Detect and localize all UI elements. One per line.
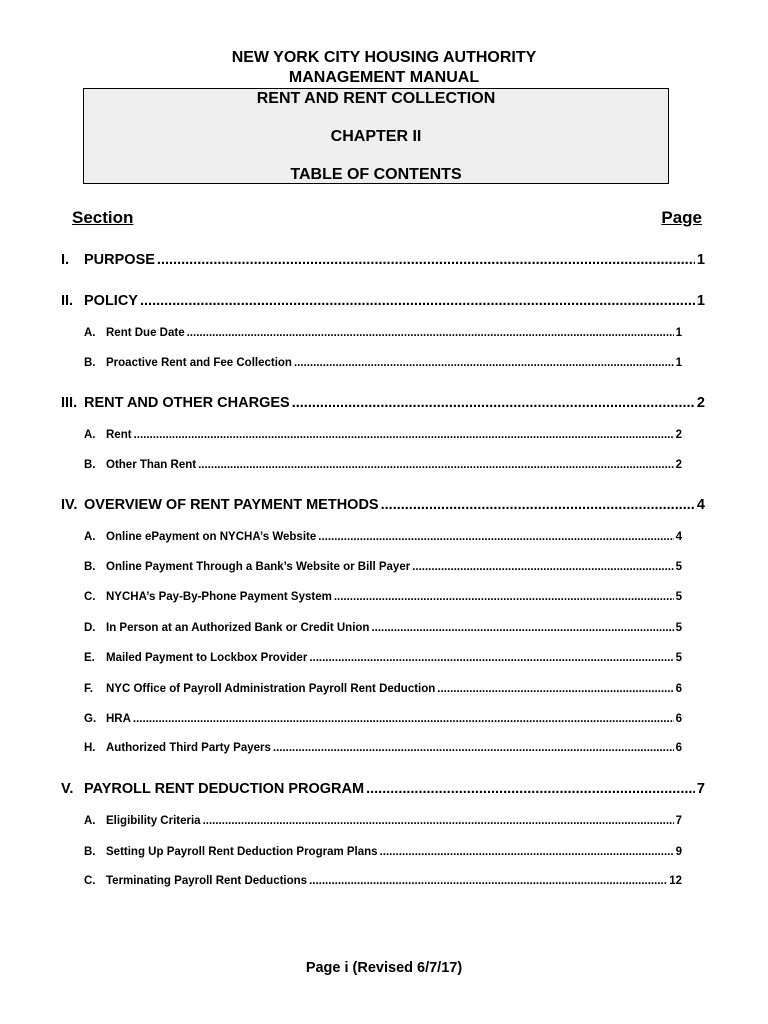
toc-entry-payroll-admin[interactable] <box>84 682 682 696</box>
toc-page: 1 <box>696 293 705 309</box>
toc-entry-rent-due-date[interactable] <box>84 326 682 340</box>
toc-label: PURPOSE <box>84 252 155 268</box>
toc-leader <box>138 292 695 310</box>
toc-page: 5 <box>675 622 682 634</box>
toc-number: C. <box>84 875 96 887</box>
toc-label: NYCHA’s Pay-By-Phone Payment System <box>106 591 332 603</box>
toc-entry-payment-methods[interactable] <box>61 496 705 514</box>
chapter-number: CHAPTER II <box>330 128 422 145</box>
toc-number: F. <box>84 683 93 695</box>
toc-entry-mailed-payment[interactable] <box>84 651 682 665</box>
toc-entry-in-person[interactable] <box>84 621 682 635</box>
toc-label: Proactive Rent and Fee Collection <box>106 357 292 369</box>
toc-label: Online Payment Through a Bank’s Website or Bill Payer <box>106 561 411 573</box>
toc-entry-hra[interactable] <box>84 712 682 726</box>
toc-label: Setting Up Payroll Rent Deduction Program Plans <box>106 846 378 858</box>
toc-entry-bank-website[interactable] <box>84 560 682 574</box>
toc-number: A. <box>84 327 96 339</box>
page-column-header: Page <box>661 208 702 227</box>
toc-page: 1 <box>675 357 682 369</box>
toc-page: 6 <box>675 742 682 754</box>
toc-label: Terminating Payroll Rent Deductions <box>106 875 308 887</box>
toc-page: 5 <box>675 561 682 573</box>
toc-number: A. <box>84 815 96 827</box>
toc-label: Rent <box>106 429 132 441</box>
toc-leader <box>332 590 674 604</box>
toc-label: POLICY <box>84 293 138 309</box>
toc-leader <box>201 814 674 828</box>
manual-title: MANAGEMENT MANUAL <box>288 69 480 86</box>
toc-entry-terminating[interactable] <box>84 874 682 888</box>
toc-page: 2 <box>675 429 682 441</box>
toc-label: Online ePayment on NYCHA’s Website <box>106 531 317 543</box>
toc-entry-rent-other-charges[interactable] <box>61 394 705 412</box>
toc-number: B. <box>84 846 96 858</box>
toc-label: NYC Office of Payroll Administration Payroll Rent Deduction <box>106 683 436 695</box>
toc-page: 1 <box>696 252 705 268</box>
toc-page: 2 <box>696 395 705 411</box>
toc-leader <box>292 356 674 370</box>
toc-page: 7 <box>675 815 682 827</box>
toc-label: Authorized Third Party Payers <box>106 742 271 754</box>
toc-number: C. <box>84 591 96 603</box>
toc-entry-eligibility[interactable] <box>84 814 682 828</box>
toc-page: 9 <box>675 846 682 858</box>
toc-page: 1 <box>675 327 682 339</box>
toc-page: 7 <box>696 781 705 797</box>
toc-entry-payroll-program[interactable] <box>61 780 705 798</box>
toc-leader <box>307 651 673 665</box>
toc-label: OVERVIEW OF RENT PAYMENT METHODS <box>84 497 379 513</box>
toc-leader <box>307 874 667 888</box>
toc-label: Mailed Payment to Lockbox Provider <box>106 652 308 664</box>
toc-page: 2 <box>675 459 682 471</box>
toc-leader <box>364 780 695 798</box>
toc-number: IV. <box>61 497 78 513</box>
toc-number: V. <box>61 781 74 797</box>
toc-number: B. <box>84 357 96 369</box>
toc-entry-pay-by-phone[interactable] <box>84 590 682 604</box>
toc-leader <box>185 326 674 340</box>
toc-page: 4 <box>696 497 705 513</box>
toc-number: D. <box>84 622 96 634</box>
toc-number: A. <box>84 531 96 543</box>
section-column-header: Section <box>72 208 134 227</box>
toc-entry-third-party[interactable] <box>84 741 682 755</box>
toc-entry-policy[interactable] <box>61 292 705 310</box>
toc-number: III. <box>61 395 78 411</box>
toc-entry-rent[interactable] <box>84 428 682 442</box>
toc-leader <box>410 560 673 574</box>
toc-entry-setting-up-plans[interactable] <box>84 845 682 859</box>
toc-page: 4 <box>675 531 682 543</box>
toc-entry-proactive-collection[interactable] <box>84 356 682 370</box>
toc-entry-online-epayment[interactable] <box>84 530 682 544</box>
toc-number: G. <box>84 713 97 725</box>
toc-leader <box>369 621 673 635</box>
toc-page: 12 <box>669 875 682 887</box>
toc-number: B. <box>84 561 96 573</box>
toc-number: E. <box>84 652 95 664</box>
toc-leader <box>131 712 674 726</box>
toc-heading: TABLE OF CONTENTS <box>290 166 462 183</box>
toc-label: HRA <box>106 713 131 725</box>
chapter-subject: RENT AND RENT COLLECTION <box>256 90 496 107</box>
toc-page: 5 <box>675 652 682 664</box>
toc-label: PAYROLL RENT DEDUCTION PROGRAM <box>84 781 365 797</box>
toc-page: 6 <box>675 713 682 725</box>
toc-leader <box>290 394 695 412</box>
toc-leader <box>379 496 695 514</box>
toc-number: I. <box>61 252 70 268</box>
toc-leader <box>132 428 674 442</box>
chapter-title-box <box>83 88 669 184</box>
toc-number: A. <box>84 429 96 441</box>
toc-number: B. <box>84 459 96 471</box>
toc-leader <box>435 682 673 696</box>
toc-label: In Person at an Authorized Bank or Credit Union <box>106 622 370 634</box>
toc-page: 5 <box>675 591 682 603</box>
toc-number: II. <box>61 293 74 309</box>
toc-leader <box>378 845 674 859</box>
org-title: NEW YORK CITY HOUSING AUTHORITY <box>231 49 537 66</box>
toc-label: Eligibility Criteria <box>106 815 201 827</box>
toc-number: H. <box>84 742 96 754</box>
toc-leader <box>155 251 695 269</box>
toc-label: Rent Due Date <box>106 327 185 339</box>
toc-leader <box>271 741 674 755</box>
toc-entry-purpose[interactable] <box>61 251 705 269</box>
toc-leader <box>316 530 673 544</box>
toc-label: Other Than Rent <box>106 459 197 471</box>
page-footer: Page i (Revised 6/7/17) <box>305 960 463 976</box>
toc-entry-other-than-rent[interactable] <box>84 458 682 472</box>
toc-label: RENT AND OTHER CHARGES <box>84 395 290 411</box>
toc-leader <box>196 458 674 472</box>
toc-page: 6 <box>675 683 682 695</box>
